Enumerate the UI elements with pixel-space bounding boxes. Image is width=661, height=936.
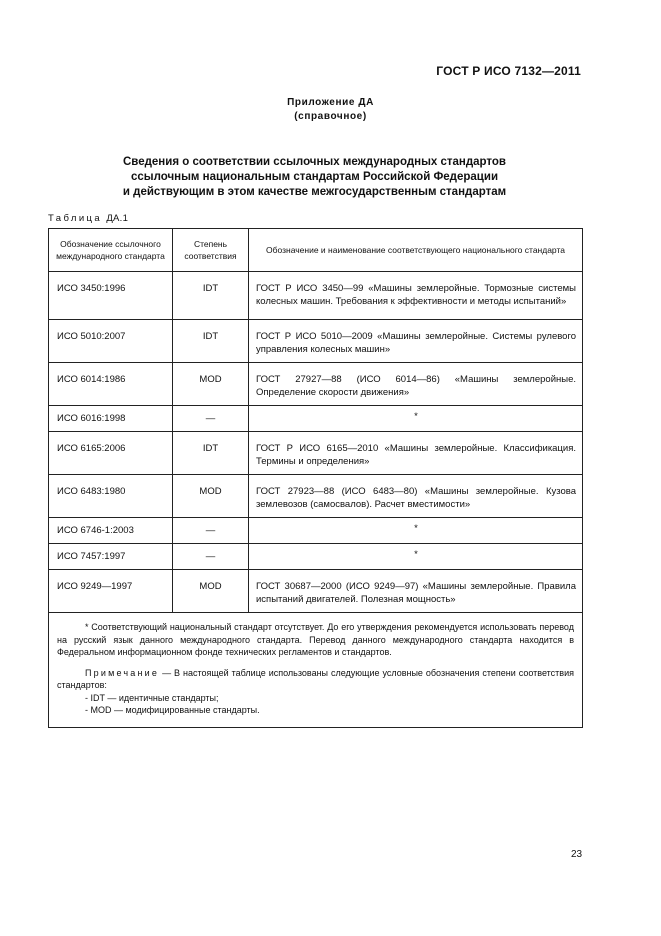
table-footnote-cell xyxy=(49,613,583,728)
column-header-degree: Степень соответствия xyxy=(173,229,249,272)
table-row xyxy=(49,406,583,432)
note-text: — В настоящей таблице использованы следующие условные обозначения степени соответствия стандартов: xyxy=(57,667,574,690)
legend-item-idt: - IDT — идентичные стандарты; xyxy=(85,692,219,703)
cell-intl: ИСО 5010:2007 xyxy=(49,320,173,363)
table-row xyxy=(49,272,583,320)
cell-national: ГОСТ Р ИСО 6165—2010 «Машины землеройные. Классификация. Термины и определения» xyxy=(249,432,583,475)
cell-national: ГОСТ 27927—88 (ИСО 6014—86) «Машины землеройные. Определение скорости движения» xyxy=(249,363,583,406)
table-row xyxy=(49,320,583,363)
cell-intl: ИСО 6483:1980 xyxy=(49,475,173,518)
cell-national: ГОСТ Р ИСО 5010—2009 «Машины землеройные. Системы рулевого управления колесных машин» xyxy=(249,320,583,363)
cell-degree: IDT xyxy=(173,320,249,363)
document-code-header: ГОСТ Р ИСО 7132—2011 xyxy=(436,64,581,78)
note-label: Примечание xyxy=(85,667,160,678)
section-title-line-3: и действующим в этом качестве межгосударственным стандартам xyxy=(122,186,507,198)
table-row xyxy=(49,432,583,475)
correspondence-table xyxy=(48,228,583,728)
cell-national: * xyxy=(249,518,583,544)
table-footer-row xyxy=(49,613,583,728)
legend-item-mod: - MOD — модифицированные стандарты. xyxy=(85,705,260,715)
table-row xyxy=(49,518,583,544)
cell-intl: ИСО 7457:1997 xyxy=(49,544,173,570)
cell-degree: MOD xyxy=(173,475,249,518)
table-row xyxy=(49,570,583,613)
cell-degree: IDT xyxy=(173,272,249,320)
cell-national: * xyxy=(249,544,583,570)
cell-intl: ИСО 6746-1:2003 xyxy=(49,518,173,544)
table-caption xyxy=(48,213,128,224)
cell-intl: ИСО 6014:1986 xyxy=(49,363,173,406)
appendix-heading xyxy=(0,96,661,124)
cell-national: ГОСТ 30687—2000 (ИСО 9249—97) «Машины землеройные. Правила испытаний двигателей. Полезная мощность» xyxy=(249,570,583,613)
appendix-subtitle: (справочное) xyxy=(294,111,367,122)
cell-degree: — xyxy=(173,518,249,544)
section-title-line-2: ссылочным национальным стандартам Российской Федерации xyxy=(130,171,499,183)
cell-degree: IDT xyxy=(173,432,249,475)
cell-national: ГОСТ Р ИСО 3450—99 «Машины землеройные. Тормозные системы колесных машин. Требования к эффективности и методы испытаний» xyxy=(249,272,583,320)
footnote-text: * Соответствующий национальный стандарт отсутствует. До его утверждения рекомендуется использовать перевод на русский язык данного международного стандарта. Перевод данного международного стандарта находится в Федеральном информационном фонде технических регламентов и стандартов. xyxy=(57,622,574,657)
column-header-intl: Обозначение ссылочного международного стандарта xyxy=(49,229,173,272)
cell-degree: — xyxy=(173,406,249,432)
section-title-line-1: Сведения о соответствии ссылочных международных стандартов xyxy=(122,156,506,168)
table-header-row xyxy=(49,229,583,272)
column-header-national: Обозначение и наименование соответствующего национального стандарта xyxy=(249,229,583,272)
cell-intl: ИСО 6016:1998 xyxy=(49,406,173,432)
cell-national: * xyxy=(249,406,583,432)
note-paragraph xyxy=(57,667,574,692)
table-row xyxy=(49,363,583,406)
table-caption-prefix: Таблица xyxy=(48,213,103,224)
cell-intl: ИСО 6165:2006 xyxy=(49,432,173,475)
cell-degree: MOD xyxy=(173,570,249,613)
page-number: 23 xyxy=(571,849,583,860)
cell-degree: — xyxy=(173,544,249,570)
table-row xyxy=(49,544,583,570)
cell-national: ГОСТ 27923—88 (ИСО 6483—80) «Машины землеройные. Кузова землевозов (самосвалов). Расчет вместимости» xyxy=(249,475,583,518)
table-caption-number: ДА.1 xyxy=(106,213,129,224)
table-row xyxy=(49,475,583,518)
appendix-title: Приложение ДА xyxy=(287,97,374,108)
section-title xyxy=(0,155,629,200)
cell-degree: MOD xyxy=(173,363,249,406)
cell-intl: ИСО 9249—1997 xyxy=(49,570,173,613)
cell-intl: ИСО 3450:1996 xyxy=(49,272,173,320)
